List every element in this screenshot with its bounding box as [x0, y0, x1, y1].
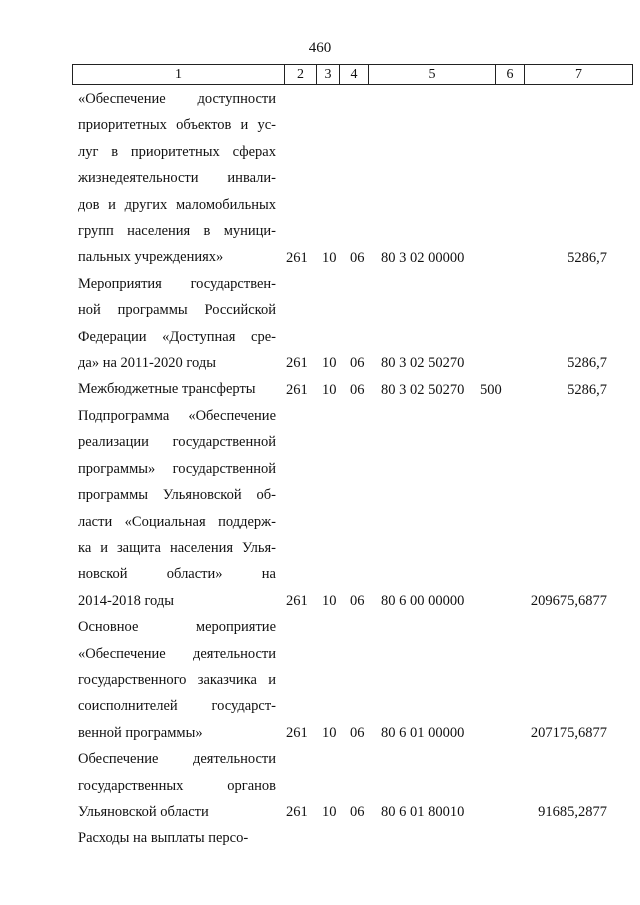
description-line: жизнедеятельности инвали-	[78, 170, 276, 187]
description-line: пальных учреждениях»	[78, 249, 224, 266]
description-line: дов и других маломобильных	[78, 196, 276, 213]
description-line: приоритетных объектов и ус-	[78, 117, 276, 134]
ministry-code: 261	[286, 725, 308, 742]
budget-row	[78, 746, 610, 825]
description-line: луг в приоритетных сферах	[78, 143, 276, 160]
subsection-code: 06	[350, 249, 365, 266]
ministry-code: 261	[286, 593, 308, 610]
description-line: программы Ульяновской об-	[78, 487, 276, 504]
column-header-2: 2	[285, 65, 317, 85]
ministry-code: 261	[286, 355, 308, 372]
budget-row	[78, 825, 610, 851]
section-code: 10	[322, 249, 337, 266]
column-header-6: 6	[496, 65, 525, 85]
row-description	[78, 403, 276, 614]
ministry-code: 261	[286, 804, 308, 821]
ministry-code: 261	[286, 249, 308, 266]
row-description	[78, 86, 276, 271]
description-line: Ульяновской области	[78, 803, 209, 820]
description-line: «Обеспечение деятельности	[78, 645, 276, 662]
description-line: программы» государственной	[78, 460, 276, 477]
section-code: 10	[322, 804, 337, 821]
section-code: 10	[322, 593, 337, 610]
subsection-code: 06	[350, 725, 365, 742]
column-header-7: 7	[525, 65, 633, 85]
budget-row	[78, 403, 610, 614]
row-codes	[78, 377, 610, 403]
amount: 209675,6877	[530, 593, 607, 610]
description-line: ласти «Социальная поддерж-	[78, 513, 276, 530]
row-codes	[78, 720, 610, 746]
amount: 91685,2877	[538, 804, 607, 821]
description-line: Обеспечение деятельности	[78, 751, 276, 768]
description-line: ка и защита населения Улья-	[78, 539, 276, 556]
page-number: 460	[308, 40, 332, 56]
description-line: Межбюджетные трансферты	[78, 381, 256, 398]
column-header-table	[72, 64, 633, 85]
description-line: Расходы на выплаты персо-	[78, 830, 249, 847]
subsection-code: 06	[350, 804, 365, 821]
description-line: ной программы Российской	[78, 302, 276, 319]
ministry-code: 261	[286, 381, 308, 398]
description-line: Федерации «Доступная сре-	[78, 328, 276, 345]
description-line: соисполнителей государст-	[78, 698, 276, 715]
section-code: 10	[322, 725, 337, 742]
description-line: «Обеспечение доступности	[78, 91, 276, 107]
budget-row	[78, 86, 610, 271]
row-codes	[78, 245, 610, 271]
amount: 5286,7	[567, 249, 607, 266]
row-codes	[78, 588, 610, 614]
column-header-4: 4	[340, 65, 369, 85]
row-codes	[78, 826, 610, 852]
description-line: реализации государственной	[78, 434, 276, 451]
budget-row	[78, 376, 610, 402]
target-article-code: 80 3 02 50270	[381, 355, 465, 372]
column-header-row	[73, 65, 633, 85]
expense-type-code: 500	[480, 381, 502, 398]
target-article-code: 80 6 00 00000	[381, 593, 465, 610]
subsection-code: 06	[350, 355, 365, 372]
target-article-code: 80 6 01 80010	[381, 804, 465, 821]
description-line: новской области» на	[78, 566, 276, 583]
description-line: групп населения в муници-	[78, 223, 276, 240]
target-article-code: 80 3 02 50270	[381, 381, 465, 398]
column-header-1: 1	[73, 65, 285, 85]
amount: 5286,7	[567, 355, 607, 372]
description-line: 2014-2018 годы	[78, 592, 174, 609]
column-header-3: 3	[317, 65, 340, 85]
description-line: да» на 2011-2020 годы	[78, 355, 216, 372]
row-codes	[78, 350, 610, 376]
section-code: 10	[322, 355, 337, 372]
target-article-code: 80 6 01 00000	[381, 725, 465, 742]
description-line: государственного заказчика и	[78, 671, 276, 688]
description-line: Основное мероприятие	[78, 619, 276, 636]
budget-row	[78, 271, 610, 377]
target-article-code: 80 3 02 00000	[381, 249, 465, 266]
description-line: Мероприятия государствен-	[78, 275, 276, 292]
column-header-5: 5	[369, 65, 496, 85]
description-line: Подпрограмма «Обеспечение	[78, 407, 276, 424]
subsection-code: 06	[350, 381, 365, 398]
row-codes	[78, 799, 610, 825]
subsection-code: 06	[350, 593, 365, 610]
section-code: 10	[322, 381, 337, 398]
budget-rows	[78, 86, 610, 852]
description-line: венной программы»	[78, 724, 203, 741]
budget-row	[78, 614, 610, 746]
amount: 207175,6877	[530, 725, 607, 742]
amount: 5286,7	[567, 381, 607, 398]
description-line: государственных органов	[78, 777, 276, 794]
